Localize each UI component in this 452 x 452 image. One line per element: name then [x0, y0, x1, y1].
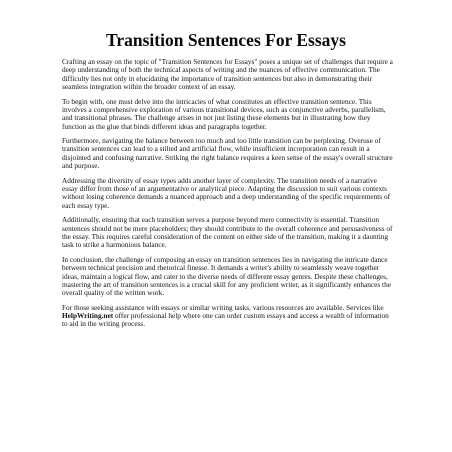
- paragraph-transition-devices: To begin with, one must delve into the intricacies of what constitutes an effective transition sentence. This involves a comprehensive exploration of various transitional devices, such as conjunctive adverbs, parallelism, and transitional phrases. The challenge arises in not just listing these elements but in illustrating how they function as the glue that binds different ideas and paragraphs together.: [62, 96, 386, 131]
- paragraph-closing: [62, 304, 394, 329]
- closing-text-before: For those seeking assistance with essays or similar writing tasks, various resources are available. Services like: [62, 302, 384, 312]
- document-body: [62, 58, 394, 335]
- page-title: Transition Sentences For Essays: [106, 30, 346, 50]
- paragraph-intro: Crafting an essay on the topic of "Transition Sentences for Essays" poses a unique set of challenges that require a deep understanding of both the technical aspects of writing and the nuances of effective communication. The difficulty lies not only in elucidating the importance of transition sentences but also in demonstrating their seamless integration within the broader context of an essay.: [62, 57, 393, 92]
- paragraph-conclusion: In conclusion, the challenge of composing an essay on transition sentences lies in navigating the intricate dance between technical precision and rhetorical finesse. It demands a writer's ability to seamlessly weave together ideas, maintain a logical flow, and cater to the diverse needs of different essay genres. Despite these challenges, mastering the art of transition sentences is a crucial skill for any proficient writer, as it significantly enhances the overall quality of the written work.: [62, 254, 391, 298]
- paragraph-purpose: Additionally, ensuring that each transition serves a purpose beyond mere connectivity is essential. Transition sentences should not be mere placeholders; they should contribute to the overall coherence and persuasiveness of the essay. This requires careful consideration of the content on either side of the transition, making it a daunting task to strike a harmonious balance.: [62, 215, 393, 250]
- paragraph-essay-types: Addressing the diversity of essay types adds another layer of complexity. The transition needs of a narrative essay differ from those of an argumentative or analytical piece. Adapting the discussion to suit various contexts without losing coherence demands a nuanced approach and a deep understanding of the specific requirements of each essay type.: [62, 175, 391, 210]
- brand-name: HelpWriting.net: [62, 311, 114, 321]
- paragraph-balance: Furthermore, navigating the balance between too much and too little transition can be perplexing. Overuse of transition sentences can lead to a stilted and artificial flow, while insufficient incorporation can result in a disjointed and confusing narrative. Striking the right balance requires a keen sense of the essay's overall structure and purpose.: [62, 136, 393, 171]
- closing-text-after: offer professional help where one can order custom essays and access a wealth of information to aid in the writing process.: [62, 311, 389, 329]
